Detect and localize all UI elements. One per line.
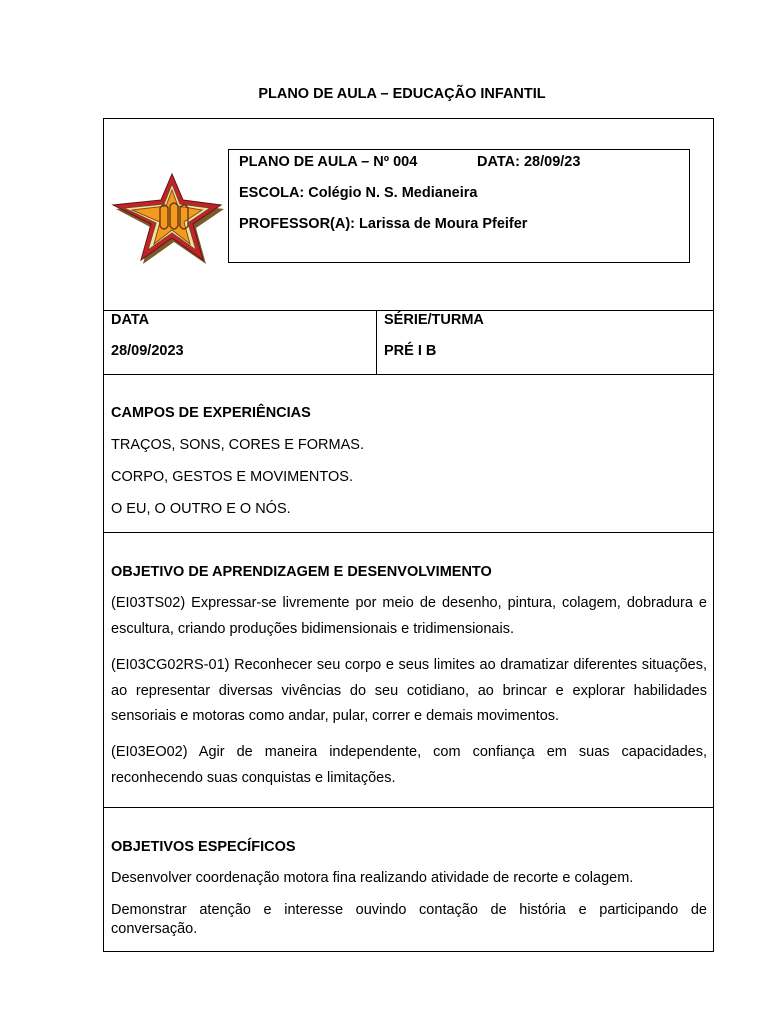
campo-item: O EU, O OUTRO E O NÓS. xyxy=(111,501,291,517)
column-divider xyxy=(376,310,377,374)
lesson-date: DATA: 28/09/23 xyxy=(477,154,581,170)
campo-item: TRAÇOS, SONS, CORES E FORMAS. xyxy=(111,437,364,453)
divider xyxy=(103,807,714,808)
serie-column-header: SÉRIE/TURMA xyxy=(384,312,484,328)
especifico-item: Demonstrar atenção e interesse ouvindo contação de história e participando de conversação. xyxy=(111,902,707,937)
campos-heading: CAMPOS DE EXPERIÊNCIAS xyxy=(111,405,311,421)
data-column-value: 28/09/2023 xyxy=(111,343,184,359)
objetivo-heading: OBJETIVO DE APRENDIZAGEM E DESENVOLVIMENTO xyxy=(111,564,492,580)
objetivo-item: (EI03CG02RS-01) Reconhecer seu corpo e seus limites ao dramatizar diferentes situações, ao representar diversas vivências do seu cotidiano, ao brincar e explorar habilidades sensoriais e motoras como andar, pular, correr e demais movimentos. xyxy=(111,657,707,724)
objetivo-item: (EI03TS02) Expressar-se livremente por meio de desenho, pintura, colagem, dobradura e escultura, criando produções bidimensionais e tridimensionais. xyxy=(111,595,707,637)
school-name: ESCOLA: Colégio N. S. Medianeira xyxy=(239,185,478,201)
objetivo-item: (EI03EO02) Agir de maneira independente, com confiança em suas capacidades, reconhecendo suas conquistas e limitações. xyxy=(111,744,707,786)
document-title: PLANO DE AULA – EDUCAÇÃO INFANTIL xyxy=(258,86,546,102)
data-column-header: DATA xyxy=(111,312,150,328)
especifico-item: Desenvolver coordenação motora fina realizando atividade de recorte e colagem. xyxy=(111,870,634,886)
especificos-heading: OBJETIVOS ESPECÍFICOS xyxy=(111,839,296,855)
teacher-name: PROFESSOR(A): Larissa de Moura Pfeifer xyxy=(239,216,528,232)
lesson-number: PLANO DE AULA – Nº 004 xyxy=(239,154,418,170)
divider xyxy=(103,310,714,311)
star-emblem-icon xyxy=(108,170,228,266)
divider xyxy=(103,532,714,533)
campo-item: CORPO, GESTOS E MOVIMENTOS. xyxy=(111,469,353,485)
serie-column-value: PRÉ I B xyxy=(384,343,437,359)
divider xyxy=(103,374,714,375)
